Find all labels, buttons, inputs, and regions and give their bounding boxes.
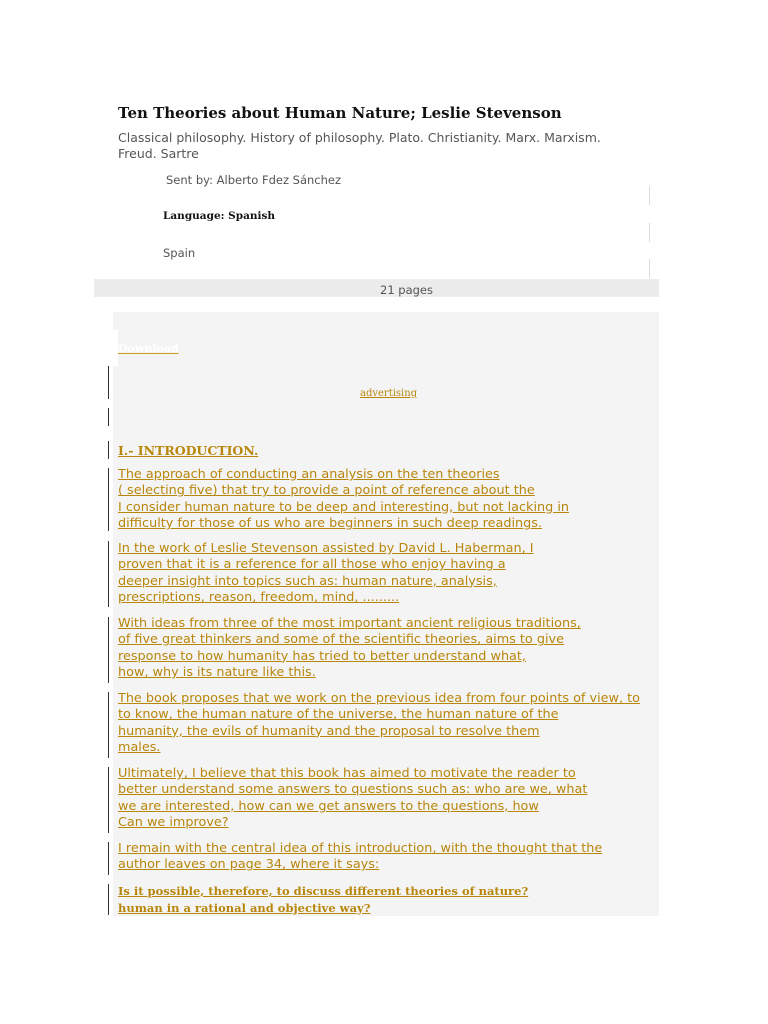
paragraph-line: deeper insight into topics such as: human nature, analysis, [118, 573, 497, 589]
block-bar [108, 441, 109, 459]
block-bar [108, 884, 109, 915]
block-bar [108, 692, 109, 758]
paragraph-line: of five great thinkers and some of the scientific theories, aims to give [118, 632, 564, 648]
country-label: Spain [163, 246, 196, 260]
quote-line: human in a rational and objective way? [118, 900, 371, 915]
block-bar [108, 541, 109, 607]
paragraph-line: The book proposes that we work on the previous idea from four points of view, to [118, 691, 640, 706]
paragraph-line: to know, the human nature of the universe, the human nature of the [118, 707, 559, 723]
block-bar [108, 408, 109, 426]
quote-line: Is it possible, therefore, to discuss different theories of nature? [118, 884, 529, 898]
paragraph-line: males. [118, 740, 161, 756]
block-bar [108, 617, 109, 683]
paragraph [118, 691, 640, 757]
paragraph-line: difficulty for those of us who are beginners in such deep readings. [118, 516, 543, 532]
paragraph-line: humanity, the evils of humanity and the proposal to resolve them [118, 723, 540, 739]
language-label: Language: Spanish [163, 210, 276, 222]
document-tags: Classical philosophy. History of philosophy. Plato. Christianity. Marx. Marxism. Freud. Sartre [118, 130, 601, 161]
paragraph-line: author leaves on page 34, where it says: [118, 857, 380, 873]
pages-bar [94, 279, 659, 297]
block-bar [108, 842, 109, 875]
paragraph [118, 467, 569, 533]
paragraph-line: I consider human nature to be deep and interesting, but not lacking in [118, 499, 569, 515]
paragraph [118, 541, 534, 607]
paragraph-line: proven that it is a reference for all those who enjoy having a [118, 557, 506, 573]
paragraph [118, 616, 581, 682]
paragraph-line: Can we improve? [118, 815, 229, 831]
paragraph-line: ( selecting five) that try to provide a point of reference about the [118, 483, 535, 499]
sent-by: Sent by: Alberto Fdez Sánchez [166, 173, 342, 187]
page-count: 21 pages [380, 283, 434, 297]
paragraph-line: Ultimately, I believe that this book has aimed to motivate the reader to [118, 766, 576, 781]
paragraph-line: response to how humanity has tried to better understand what, [118, 648, 526, 664]
advertising-link[interactable]: advertising [360, 388, 418, 399]
download-link[interactable]: Download [118, 342, 179, 355]
paragraph [118, 766, 587, 832]
paragraph [118, 841, 602, 874]
paragraph-line: The approach of conducting an analysis on the ten theories [118, 467, 500, 482]
paragraph-line: I remain with the central idea of this introduction, with the thought that the [118, 841, 603, 856]
paragraph-line: In the work of Leslie Stevenson assisted by David L. Haberman, I [118, 541, 534, 556]
paragraph-line: how, why is its nature like this. [118, 665, 316, 681]
divider [649, 223, 650, 242]
paragraph-line: prescriptions, reason, freedom, mind, ......... [118, 590, 400, 606]
block-bar [108, 366, 109, 399]
paragraph-line: we are interested, how can we get answers to the questions, how [118, 798, 539, 814]
paragraph-line: better understand some answers to questions such as: who are we, what [118, 782, 588, 798]
divider [649, 259, 650, 278]
block-bar [108, 468, 109, 531]
block-bar [108, 767, 109, 833]
section-heading: I.- INTRODUCTION. [118, 443, 259, 458]
document-title: Ten Theories about Human Nature; Leslie Stevenson [118, 104, 562, 122]
paragraph-line: With ideas from three of the most important ancient religious traditions, [118, 616, 581, 631]
divider [649, 186, 650, 205]
quote [118, 883, 528, 916]
